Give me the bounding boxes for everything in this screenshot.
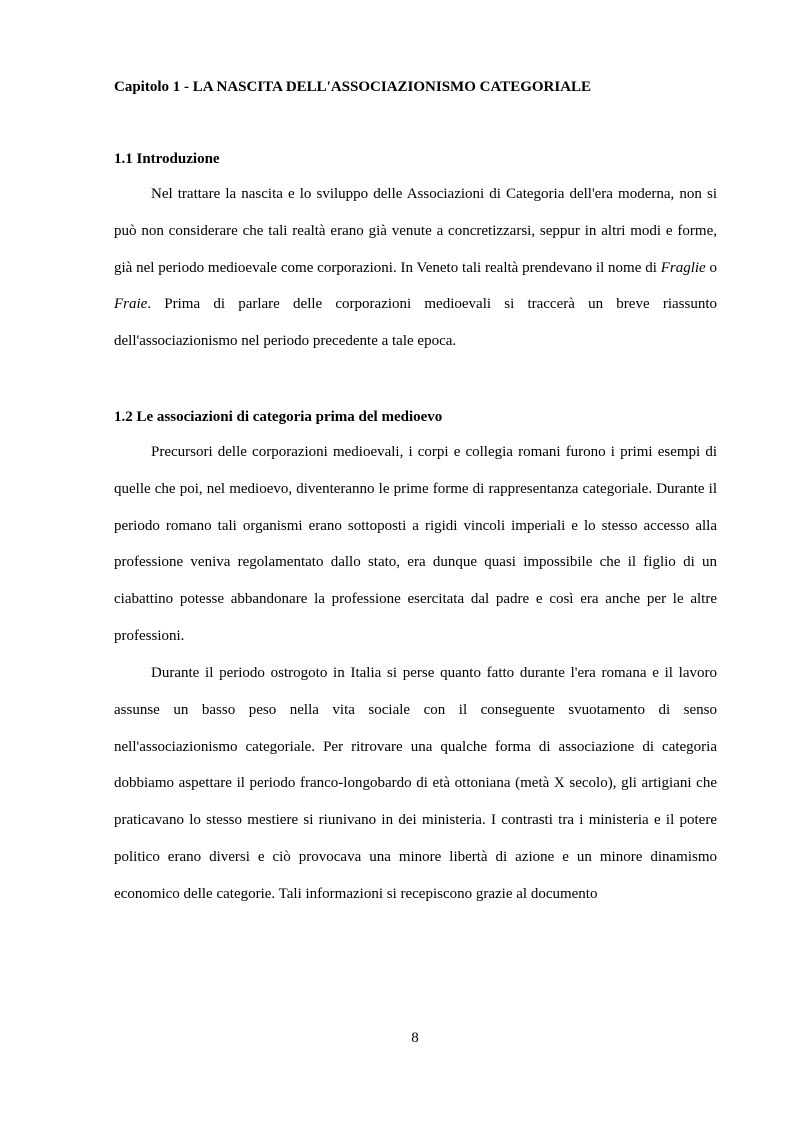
paragraph-ostrogoto: Durante il periodo ostrogoto in Italia si perse quanto fatto durante l'era romana e il lavoro assunse un basso peso nella vita sociale con il conseguente svuotamento di senso nell'associazionismo categoriale. Per ritrovare una qualche forma di associazione di categoria dobbiamo aspettare il periodo franco-longobardo di età ottoniana (metà X secolo), gli artigiani che praticavano lo stesso mestiere si riunivano in dei ministeria. I contrasti tra i ministeria e il potere politico erano diversi e ciò provocava una minore libertà di azione e un minore dinamismo economico delle categorie. Tali informazioni si recepiscono grazie al documento [114, 665, 717, 902]
paragraph-precursori: Precursori delle corporazioni medioevali, i corpi e collegia romani furono i primi esempi di quelle che poi, nel medioevo, diventeranno le prime forme di rappresentanza categoriale. Durante il periodo romano tali organismi erano sottoposti a rigidi vincoli imperiali e lo stesso accesso alla professione veniva regolamentato dallo stato, era dunque quasi impossibile che il figlio di un ciabattino potesse abbandonare la professione esercitata dal padre e così era anche per le altre professioni. [114, 444, 717, 644]
chapter-title: Capitolo 1 - LA NASCITA DELL'ASSOCIAZIONISMO CATEGORIALE [114, 79, 592, 95]
section-heading-introduzione: 1.1 Introduzione [114, 151, 220, 167]
page-number: 8 [411, 1030, 419, 1046]
section-heading-associazioni: 1.2 Le associazioni di categoria prima del medioevo [114, 409, 443, 425]
paragraph-text: . Prima di parlare delle corporazioni medioevali si traccerà un breve riassunto dell'associazionismo nel periodo precedente a tale epoca. [114, 296, 717, 350]
italic-term-fraglie: Fraglie [660, 259, 706, 276]
italic-term-fraie: Fraie [114, 296, 148, 313]
paragraph-text: Nel trattare la nascita e lo sviluppo delle Associazioni di Categoria dell'era moderna, non si può non considerare che tali realtà erano già venute a concretizzarsi, seppur in altri modi e forme, già nel periodo medioevale come corporazioni. In Veneto tali realtà prendevano il nome di [114, 186, 717, 276]
paragraph-text: o [705, 259, 718, 276]
paragraph-introduzione [114, 176, 717, 360]
